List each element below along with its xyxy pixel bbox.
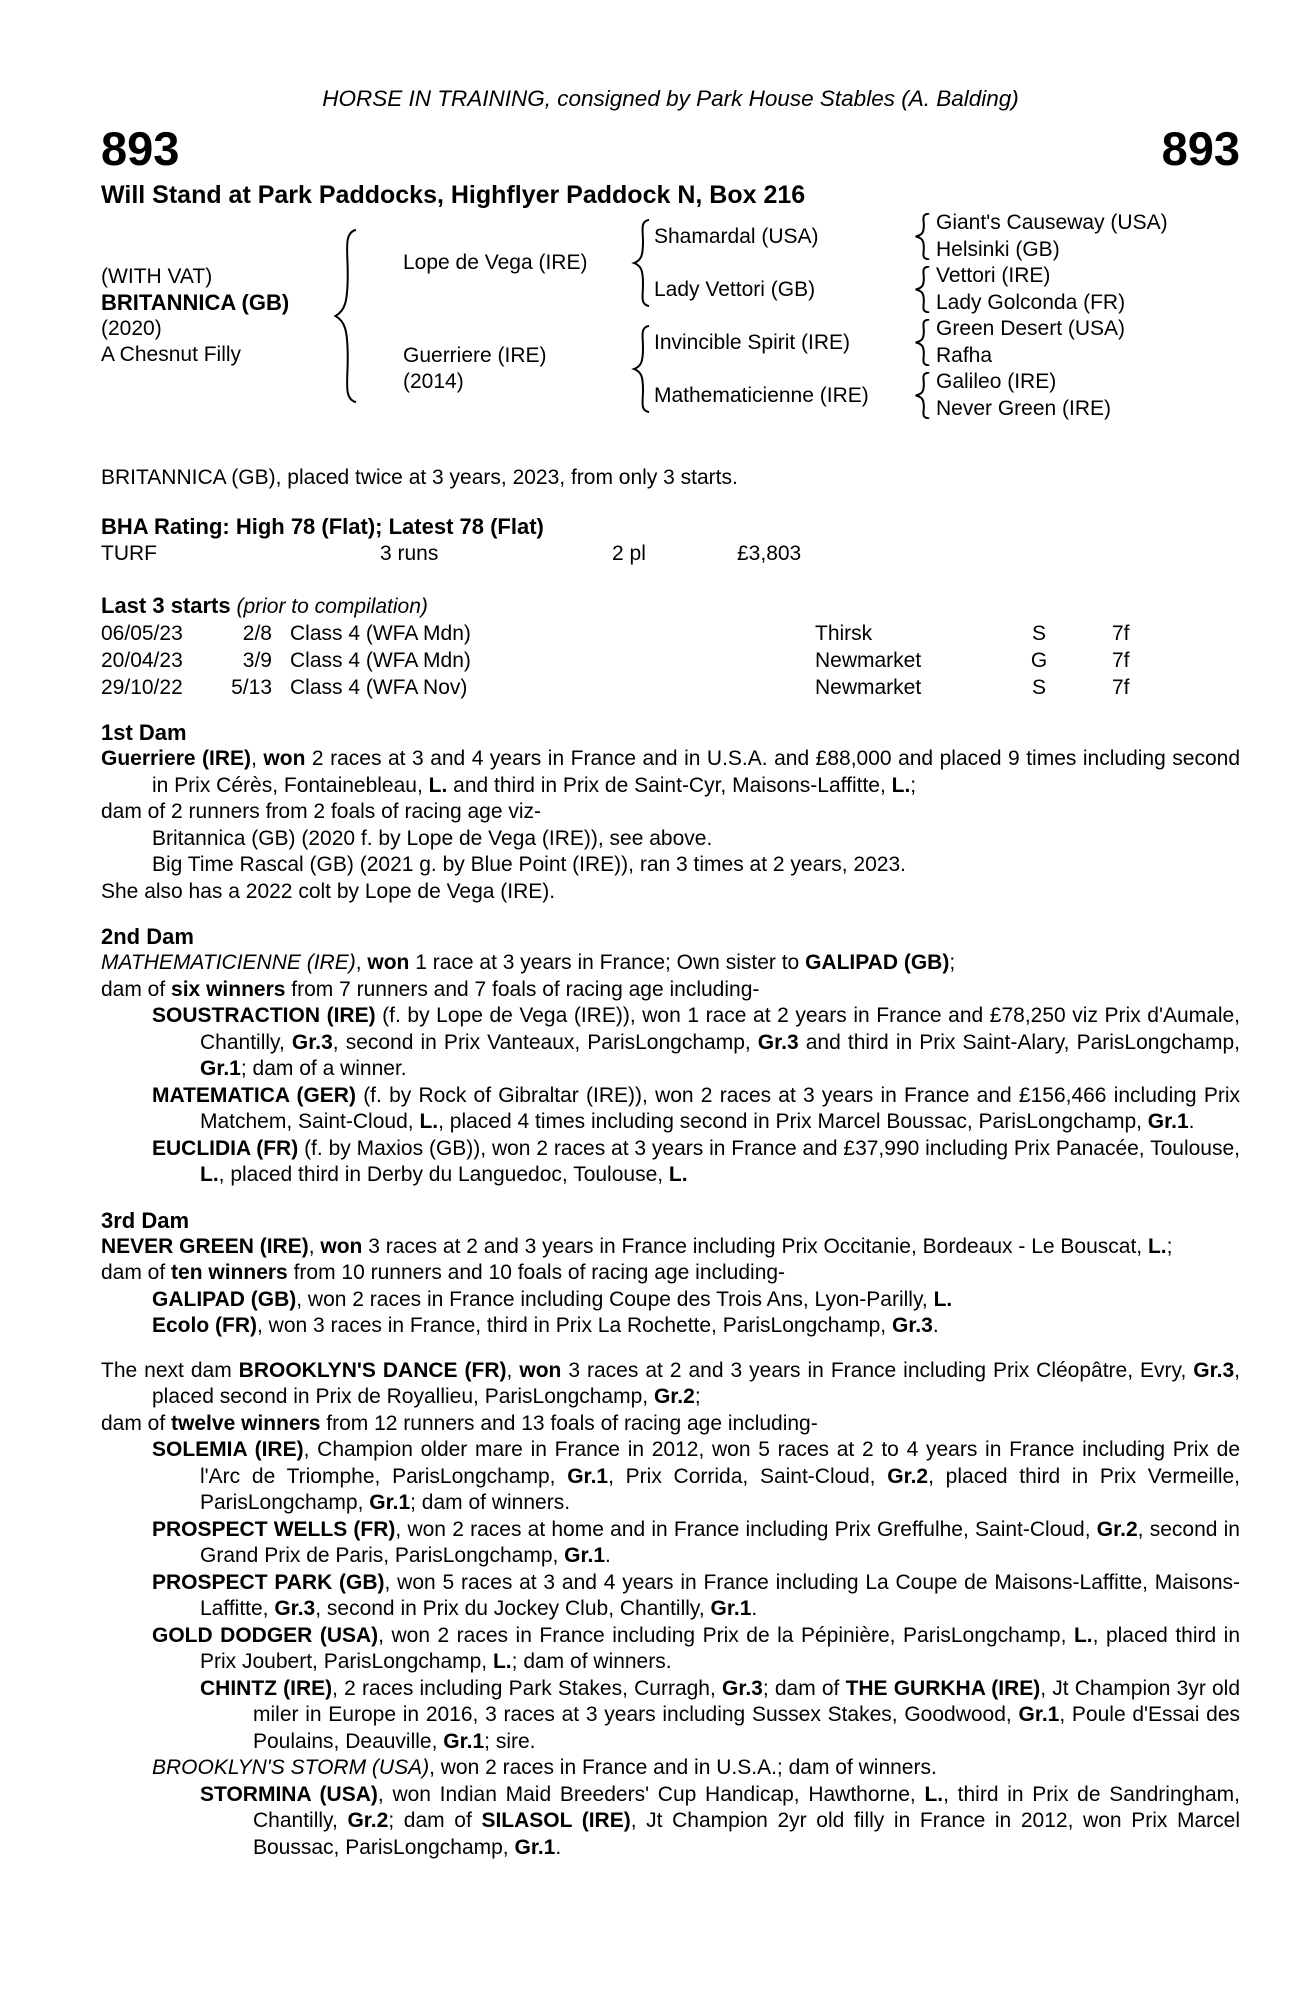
- pedigree-text-paragraph: She also has a 2022 colt by Lope de Vega (IRE).: [101, 879, 556, 903]
- surface-label: TURF: [101, 542, 157, 565]
- dam-name-block: [403, 316, 630, 422]
- section-heading: 2nd Dam: [101, 924, 194, 949]
- last-starts-title: Last 3 starts: [101, 593, 231, 618]
- subject-year: (2020): [101, 317, 162, 340]
- race-going: G: [1030, 649, 1048, 672]
- race-row: [101, 647, 1240, 674]
- section-heading: 3rd Dam: [101, 1207, 190, 1233]
- pedigree-brace-dam-dam: [912, 369, 936, 422]
- race-date: 20/04/23: [101, 649, 183, 672]
- lot-number-left: 893: [101, 122, 180, 175]
- pedigree-text-paragraph: NEVER GREEN (IRE), won 3 races at 2 and 3 years in France including Prix Occitanie, Bordeaux - Le Bouscat, L.;: [101, 1234, 1173, 1258]
- places-count: 2 pl: [612, 542, 646, 565]
- race-class: Class 4 (WFA Nov): [290, 676, 468, 699]
- dam-section: [101, 923, 1240, 1189]
- pedigree-text-paragraph: dam of six winners from 7 runners and 7 foals of racing age including-: [101, 977, 760, 1001]
- last-starts-rows: [101, 620, 1240, 701]
- pedigree-brace-main: [330, 210, 403, 422]
- pedigree-text-paragraph: SOUSTRACTION (IRE) (f. by Lope de Vega (IRE)), won 1 race at 2 years in France and £78,250 viz Prix d'Aumale, Chantilly, Gr.3, second in Prix Vanteaux, ParisLongchamp, Gr.3 and third in Prix Saint-Alary, ParisLongchamp, Gr.1; dam of a winner.: [152, 1004, 1240, 1080]
- runs-count: 3 runs: [380, 542, 439, 565]
- race-class: Class 4 (WFA Mdn): [290, 649, 471, 672]
- subject-name: BRITANNICA (GB): [101, 290, 290, 315]
- great-grandsire-2: Vettori (IRE): [936, 264, 1051, 288]
- stand-location-line: Will Stand at Park Paddocks, Highflyer Paddock N, Box 216: [101, 181, 806, 209]
- lot-number-right: 893: [1161, 122, 1240, 175]
- with-vat-label: (WITH VAT): [101, 265, 213, 288]
- race-distance: 7f: [1112, 649, 1130, 672]
- section-heading: 1st Dam: [101, 720, 187, 745]
- pedigree-text-paragraph: The next dam BROOKLYN'S DANCE (FR), won 3 races at 2 and 3 years in France including Prix Cléopâtre, Evry, Gr.3, placed second in Prix de Royallieu, ParisLongchamp, Gr.2;: [101, 1358, 1241, 1408]
- subject-color-sex: A Chesnut Filly: [101, 343, 242, 366]
- great-granddam-3: Rafha: [936, 343, 993, 367]
- race-track: Newmarket: [815, 649, 922, 672]
- pedigree-text-paragraph: STORMINA (USA), won Indian Maid Breeders' Cup Handicap, Hawthorne, L., third in Prix de Sandringham, Chantilly, Gr.2; dam of SILASOL (IRE), Jt Champion 2yr old filly in France in 2012, won Prix Marcel Boussac, ParisLongchamp, Gr.1.: [200, 1782, 1241, 1859]
- race-summary-line: BRITANNICA (GB), placed twice at 3 years, 2023, from only 3 starts.: [101, 466, 738, 489]
- great-granddam-4: Never Green (IRE): [936, 396, 1112, 420]
- pedigree-text-paragraph: GOLD DODGER (USA), won 2 races in France including Prix de la Pépinière, ParisLongchamp, L., placed third in Prix Joubert, ParisLongchamp, L.; dam of winners.: [152, 1623, 1241, 1673]
- great-grandsire-1: Giant's Causeway (USA): [936, 211, 1168, 235]
- race-class: Class 4 (WFA Mdn): [290, 622, 471, 645]
- pedigree-brace-dam-sire: [912, 316, 936, 369]
- sire-name: Lope de Vega (IRE): [403, 251, 588, 274]
- race-row: [101, 674, 1240, 701]
- pedigree-text-paragraph: Britannica (GB) (2020 f. by Lope de Vega (IRE)), see above.: [152, 826, 713, 850]
- pedigree-text-paragraph: MATEMATICA (GER) (f. by Rock of Gibraltar (IRE)), won 2 races at 3 years in France and £156,466 including Prix Matchem, Saint-Cloud, L., placed 4 times including second in Prix Marcel Boussac, ParisLongchamp, Gr.1.: [152, 1083, 1240, 1133]
- pedigree-text-paragraph: CHINTZ (IRE), 2 races including Park Stakes, Curragh, Gr.3; dam of THE GURKHA (IRE), Jt Champion 3yr old miler in Europe in 2016, 3 races at 3 years including Sussex Stakes, Goodwood, Gr.1, Poule d'Essai des Poulains, Deauville, Gr.1; sire.: [200, 1676, 1241, 1753]
- earnings-amount: £3,803: [737, 542, 802, 565]
- pedigree-brace-sire: [630, 210, 654, 316]
- last-starts-heading: [101, 592, 1240, 620]
- dam-sections: [101, 719, 1240, 1861]
- sire-sire-name: Shamardal (USA): [654, 224, 819, 248]
- race-distance: 7f: [1112, 622, 1130, 645]
- pedigree-brace-sire-dam: [912, 263, 936, 316]
- pedigree-text-paragraph: Ecolo (FR), won 3 races in France, third in Prix La Rochette, ParisLongchamp, Gr.3.: [152, 1314, 939, 1337]
- lot-number-row: [101, 124, 1240, 173]
- subject-block: [101, 210, 330, 422]
- pedigree-text-paragraph: BROOKLYN'S STORM (USA), won 2 races in France and in U.S.A.; dam of winners.: [152, 1756, 937, 1779]
- pedigree-table: [101, 210, 1240, 422]
- sire-dam-name: Lady Vettori (GB): [654, 277, 816, 301]
- race-distance: 7f: [1112, 676, 1130, 699]
- race-date: 29/10/22: [101, 676, 183, 699]
- pedigree-brace-sire-sire: [912, 210, 936, 263]
- dam-section: [101, 719, 1240, 905]
- pedigree-text-paragraph: PROSPECT PARK (GB), won 5 races at 3 and 4 years in France including La Coupe de Maisons-Laffitte, Maisons-Laffitte, Gr.3, second in Prix du Jockey Club, Chantilly, Gr.1.: [152, 1570, 1240, 1620]
- pedigree-text-paragraph: Big Time Rascal (GB) (2021 g. by Blue Point (IRE)), ran 3 times at 2 years, 2023.: [152, 853, 906, 876]
- race-date: 06/05/23: [101, 622, 183, 645]
- race-track: Newmarket: [815, 676, 922, 699]
- last-starts-subtitle: (prior to compilation): [236, 595, 428, 618]
- dam-section: [101, 1207, 1240, 1340]
- dam-dam-name: Mathematicienne (IRE): [654, 383, 869, 407]
- dam-sire-name: Invincible Spirit (IRE): [654, 330, 851, 354]
- great-granddam-1: Helsinki (GB): [936, 237, 1060, 261]
- pedigree-text-paragraph: GALIPAD (GB), won 2 races in France including Coupe des Trois Ans, Lyon-Parilly, L.: [152, 1287, 953, 1311]
- pedigree-text-paragraph: dam of ten winners from 10 runners and 10 foals of racing age including-: [101, 1261, 786, 1284]
- dam-year: (2014): [403, 370, 464, 393]
- pedigree-text-paragraph: MATHEMATICIENNE (IRE), won 1 race at 3 years in France; Own sister to GALIPAD (GB);: [101, 951, 956, 974]
- bha-rating-heading: BHA Rating: High 78 (Flat); Latest 78 (Flat): [101, 514, 544, 539]
- pedigree-text-paragraph: EUCLIDIA (FR) (f. by Maxios (GB)), won 2 races at 3 years in France and £37,990 including Prix Panacée, Toulouse, L., placed third in Derby du Languedoc, Toulouse, L.: [152, 1136, 1240, 1186]
- great-grandsire-3: Green Desert (USA): [936, 317, 1126, 341]
- pedigree-text-paragraph: dam of 2 runners from 2 foals of racing age viz-: [101, 800, 542, 823]
- race-position: 3/9: [242, 649, 272, 672]
- pedigree-text-paragraph: SOLEMIA (IRE), Champion older mare in France in 2012, won 5 races at 2 to 4 years in France including Prix de l'Arc de Triomphe, ParisLongchamp, Gr.1, Prix Corrida, Saint-Cloud, Gr.2, placed third in Prix Vermeille, ParisLongchamp, Gr.1; dam of winners.: [152, 1438, 1241, 1514]
- pedigree-brace-dam: [630, 316, 654, 422]
- race-going: S: [1031, 676, 1046, 699]
- earnings-row: [101, 540, 1240, 567]
- race-row: [101, 620, 1240, 647]
- great-grandsire-4: Galileo (IRE): [936, 370, 1057, 394]
- race-position: 5/13: [231, 676, 272, 699]
- race-going: S: [1031, 622, 1046, 645]
- race-track: Thirsk: [815, 622, 873, 645]
- race-position: 2/8: [242, 622, 272, 645]
- pedigree-text-paragraph: dam of twelve winners from 12 runners and 13 foals of racing age including-: [101, 1411, 818, 1435]
- great-granddam-2: Lady Golconda (FR): [936, 290, 1126, 314]
- dam-section: [101, 1358, 1240, 1862]
- pedigree-text-paragraph: Guerriere (IRE), won 2 races at 3 and 4 years in France and in U.S.A. and £88,000 and placed 9 times including second in Prix Cérès, Fontainebleau, L. and third in Prix de Saint-Cyr, Maisons-Laffitte, L.;: [101, 747, 1241, 797]
- consignor-header: HORSE IN TRAINING, consigned by Park House Stables (A. Balding): [322, 86, 1019, 111]
- dam-name: Guerriere (IRE): [403, 344, 547, 367]
- pedigree-text-paragraph: PROSPECT WELLS (FR), won 2 races at home and in France including Prix Greffulhe, Saint-Cloud, Gr.2, second in Grand Prix de Paris, ParisLongchamp, Gr.1.: [152, 1517, 1240, 1567]
